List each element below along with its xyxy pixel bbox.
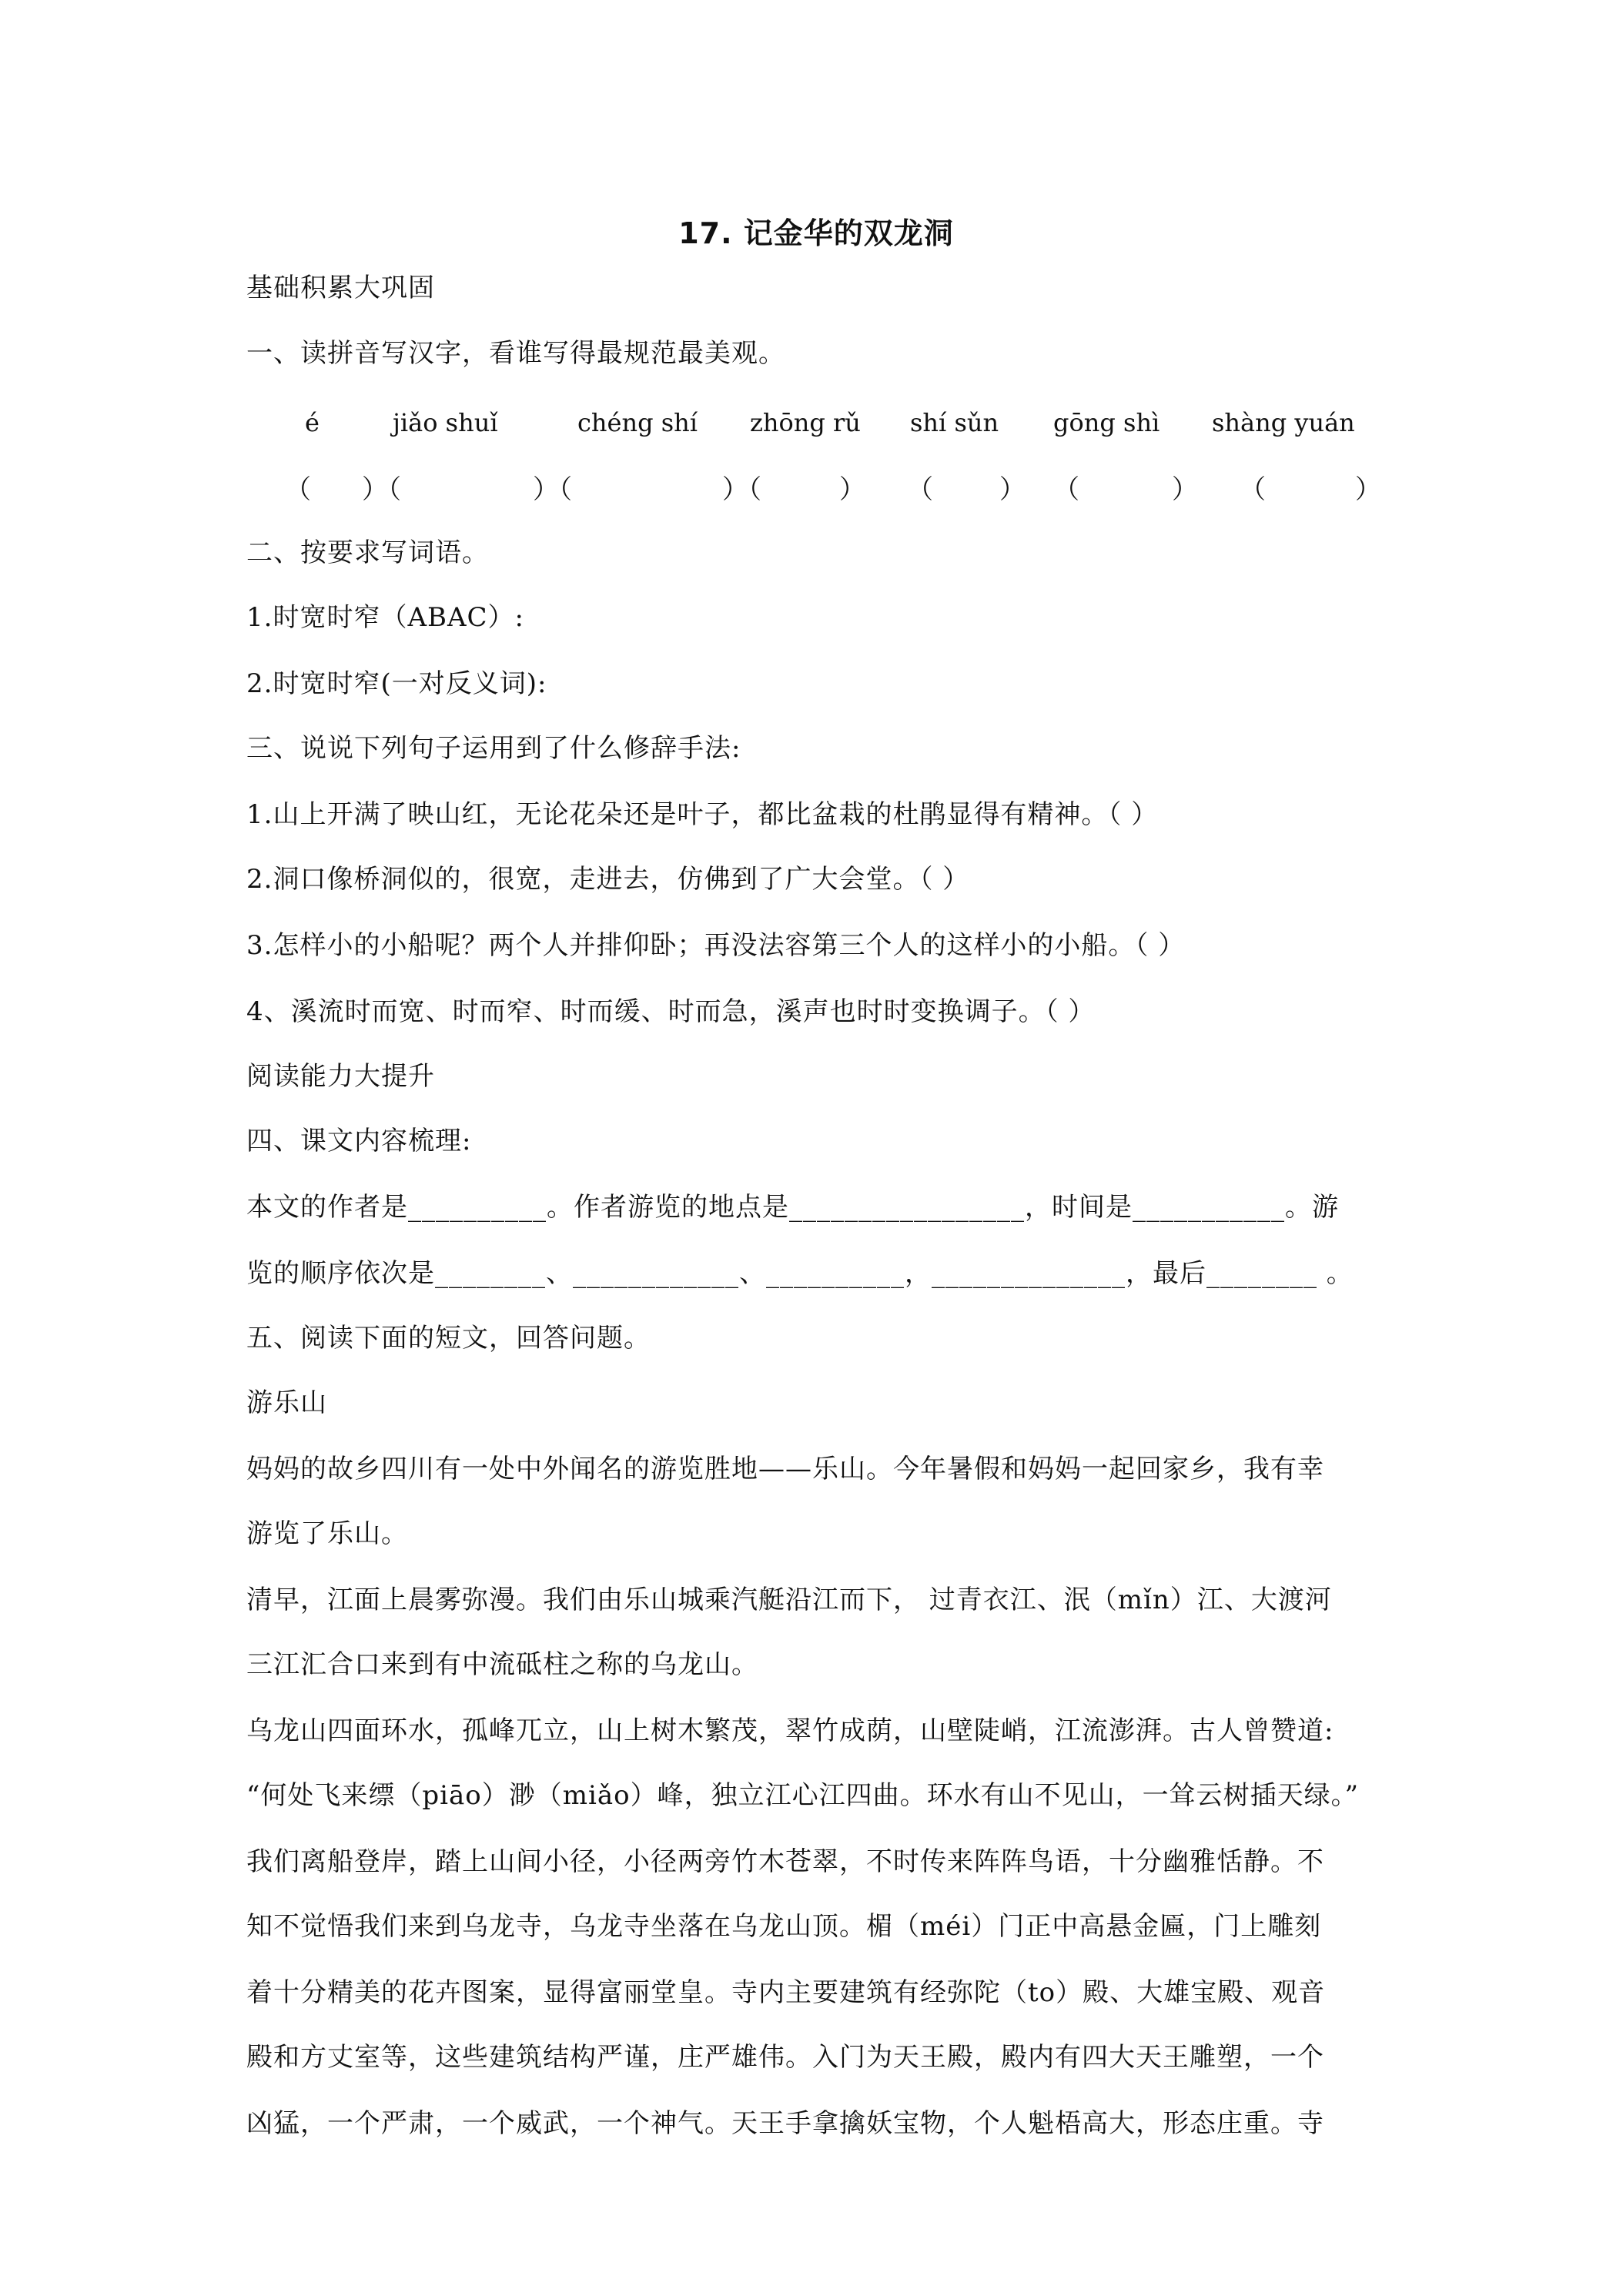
passage-line: 游览了乐山。 — [246, 1518, 408, 1549]
pinyin-item: shàng yuán — [1212, 408, 1355, 437]
bracket: （ — [907, 474, 933, 505]
passage-line: “何处飞来缥（piāo）渺（miǎo）峰，独立江心江四曲。环水有山不见山，一耸云树插天绿。” — [246, 1780, 1359, 1811]
question-1-heading: 一、读拼音写汉字，看谁写得最规范最美观。 — [246, 338, 785, 369]
pinyin-item: jiǎo shuǐ — [393, 408, 498, 437]
question-4-heading: 四、课文内容梳理: — [246, 1126, 472, 1156]
question-4-line: 本文的作者是__________。作者游览的地点是_________________，时间是___________。游 — [246, 1192, 1339, 1223]
pinyin-item: é — [305, 408, 320, 437]
section-reading-heading: 阅读能力大提升 — [246, 1061, 435, 1092]
passage-line: 三江汇合口来到有中流砥柱之称的乌龙山。 — [246, 1649, 758, 1680]
question-3-item: 2.洞口像桥洞似的，很宽，走进去，仿佛到了广大会堂。（ ） — [246, 864, 970, 895]
question-2-item: 1.时宽时窄（ABAC）: — [246, 602, 525, 633]
passage-line: 殿和方丈室等，这些建筑结构严谨，庄严雄伟。入门为天王殿，殿内有四大天王雕塑，一个 — [246, 2042, 1324, 2073]
passage-line: 着十分精美的花卉图案，显得富丽堂皇。寺内主要建筑有经弥陀（to）殿、大雄宝殿、观音 — [246, 1977, 1326, 2008]
passage-title: 游乐山 — [246, 1387, 327, 1418]
pinyin-item: shí sǔn — [910, 408, 999, 437]
question-5-heading: 五、阅读下面的短文，回答问题。 — [246, 1323, 651, 1354]
bracket: ）（ — [362, 474, 401, 505]
bracket: ）（ — [533, 474, 572, 505]
passage-line: 我们离船登岸，踏上山间小径，小径两旁竹木苍翠，不时传来阵阵鸟语，十分幽雅恬静。不 — [246, 1846, 1324, 1877]
question-3-heading: 三、说说下列句子运用到了什么修辞手法: — [246, 733, 741, 764]
question-3-item: 3.怎样小的小船呢？两个人并排仰卧；再没法容第三个人的这样小的小船。（ ） — [246, 930, 1186, 961]
question-2-item: 2.时宽时窄(一对反义词): — [246, 668, 547, 699]
passage-line: 乌龙山四面环水，孤峰兀立，山上树木繁茂，翠竹成荫，山壁陡峭，江流澎湃。古人曾赞道: — [246, 1715, 1334, 1746]
bracket: ） — [999, 474, 1026, 505]
bracket: ） — [839, 474, 865, 505]
bracket: ） — [1355, 474, 1381, 505]
pinyin-item: gōng shì — [1053, 408, 1160, 437]
answer-brackets-row — [246, 468, 1386, 505]
bracket: （ — [285, 474, 311, 505]
passage-line: 妈妈的故乡四川有一处中外闻名的游览胜地——乐山。今年暑假和妈妈一起回家乡，我有幸 — [246, 1454, 1324, 1484]
pinyin-item: zhōng rǔ — [750, 408, 861, 437]
passage-line: 知不觉悟我们来到乌龙寺，乌龙寺坐落在乌龙山顶。楣（méi）门正中高悬金匾，门上雕刻 — [246, 1911, 1322, 1942]
pinyin-item: chéng shí — [577, 408, 698, 437]
question-2-heading: 二、按要求写词语。 — [246, 537, 489, 568]
section-basic-heading: 基础积累大巩固 — [246, 273, 435, 303]
bracket: （ — [1053, 474, 1079, 505]
worksheet-page — [246, 0, 1386, 2296]
pinyin-row — [246, 408, 1386, 439]
question-4-line: 览的顺序依次是________、____________、__________，______________，最后________ 。 — [246, 1258, 1354, 1289]
bracket: ） — [1172, 474, 1198, 505]
document-title: 17. 记金华的双龙洞 — [678, 216, 954, 250]
question-3-item: 1.山上开满了映山红，无论花朵还是叶子，都比盆栽的杜鹃显得有精神。（ ） — [246, 799, 1159, 830]
passage-line: 清早，江面上晨雾弥漫。我们由乐山城乘汽艇沿江而下， 过青衣江、泯（mǐn）江、大渡河 — [246, 1585, 1332, 1615]
bracket: （ — [1240, 474, 1266, 505]
passage-line: 凶猛，一个严肃，一个威武，一个神气。天王手拿擒妖宝物，个人魁梧高大，形态庄重。寺 — [246, 2108, 1324, 2139]
question-3-item: 4、溪流时而宽、时而窄、时而缓、时而急，溪声也时时变换调子。（ ） — [246, 996, 1096, 1027]
bracket: ）（ — [722, 474, 761, 505]
